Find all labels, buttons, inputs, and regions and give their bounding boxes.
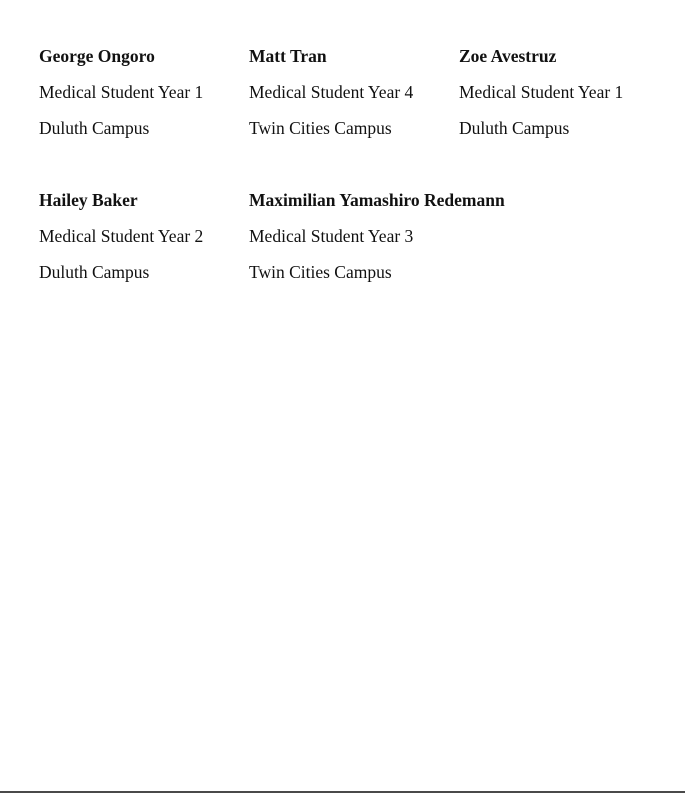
person-role: Medical Student Year 1 bbox=[459, 82, 624, 102]
person-name: Hailey Baker bbox=[39, 190, 138, 210]
people-directory bbox=[39, 45, 669, 333]
person-card bbox=[39, 45, 249, 153]
person-role: Medical Student Year 3 bbox=[249, 226, 414, 246]
person-role: Medical Student Year 4 bbox=[249, 82, 414, 102]
person-name: Maximilian Yamashiro Redemann bbox=[249, 190, 505, 210]
person-campus: Duluth Campus bbox=[39, 118, 150, 138]
directory-row bbox=[39, 189, 669, 333]
person-role: Medical Student Year 2 bbox=[39, 226, 204, 246]
person-card bbox=[249, 189, 505, 297]
person-name: Zoe Avestruz bbox=[459, 46, 557, 66]
person-name: Matt Tran bbox=[249, 46, 327, 66]
directory-row bbox=[39, 45, 669, 189]
person-campus: Twin Cities Campus bbox=[249, 118, 392, 138]
person-role: Medical Student Year 1 bbox=[39, 82, 204, 102]
person-name: George Ongoro bbox=[39, 46, 155, 66]
person-card bbox=[249, 45, 459, 153]
person-campus: Twin Cities Campus bbox=[249, 262, 392, 282]
person-campus: Duluth Campus bbox=[459, 118, 570, 138]
person-card bbox=[39, 189, 249, 297]
person-campus: Duluth Campus bbox=[39, 262, 150, 282]
person-card bbox=[459, 45, 669, 153]
